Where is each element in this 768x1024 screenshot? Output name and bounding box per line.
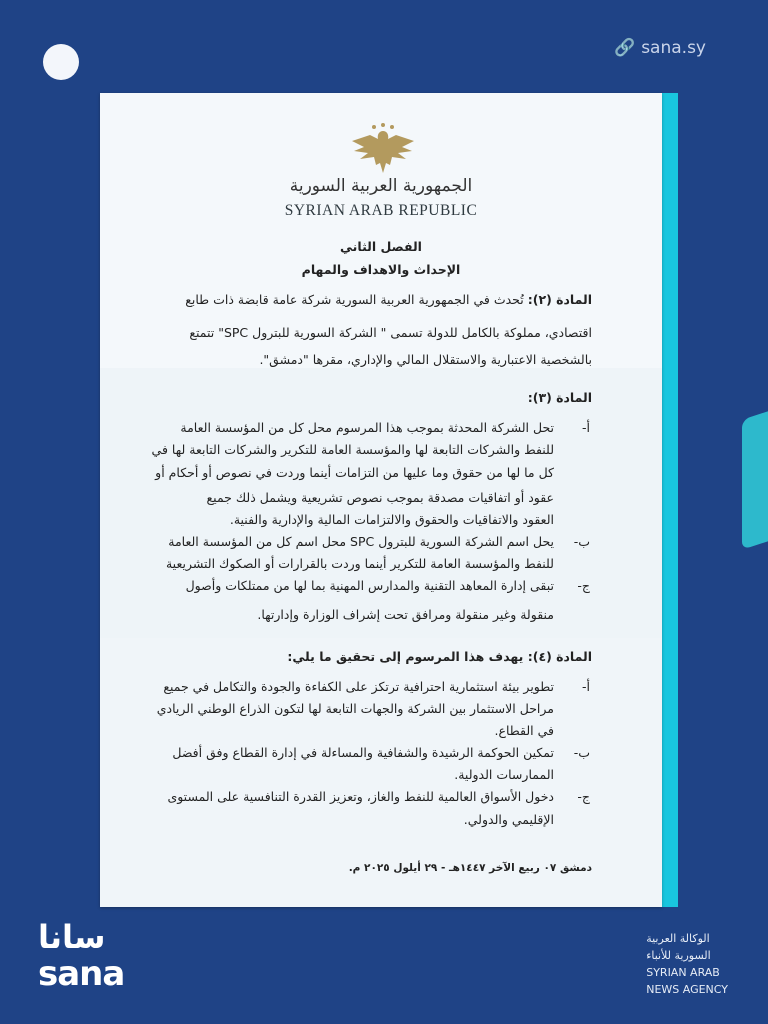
sana-logo-arabic: سانا xyxy=(38,918,106,956)
article-4-heading: المادة (٤): يهدف هذا المرسوم إلى تحقيق ما يلي: xyxy=(287,649,592,664)
article-4-line: تمكين الحوكمة الرشيدة والشفافية والمساءلة في إدارة القطاع وفق أفضل xyxy=(172,745,554,760)
decorative-circle xyxy=(43,44,79,80)
eagle-emblem-icon xyxy=(350,123,416,175)
chapter-title: الفصل الثاني xyxy=(340,239,422,254)
article-3-line: عقود أو اتفاقيات مصدقة بموجب نصوص تشريعية ويشمل ذلك جميع xyxy=(206,490,554,505)
decorative-shape xyxy=(742,400,768,549)
item-marker: أ- xyxy=(582,679,590,694)
article-3-line: كل ما لها من حقوق وما عليها من التزامات أينما وردت في نصوص أو أحكام أو xyxy=(155,465,554,480)
article-3-line: للنفط والشركات التابعة لها والمؤسسة العامة للتكرير والشركات التابعة لها في xyxy=(151,442,554,457)
chapter-subtitle: الإحداث والاهداف والمهام xyxy=(301,262,461,277)
article-3-line: تحل الشركة المحدثة بموجب هذا المرسوم محل كل من المؤسسة العامة xyxy=(180,420,554,435)
decree-document xyxy=(100,93,662,907)
item-marker: ج- xyxy=(577,578,590,593)
item-marker: أ- xyxy=(582,420,590,435)
letterhead-english: SYRIAN ARAB REPUBLIC xyxy=(284,202,478,219)
article-2-line: اقتصادي، مملوكة بالكامل للدولة تسمى " الشركة السورية للبترول SPC" تتمتع xyxy=(189,325,592,340)
article-4-line: الممارسات الدولية. xyxy=(454,767,554,782)
article-4-line: الإقليمي والدولي. xyxy=(463,812,554,827)
article-2-text: تُحدث في الجمهورية العربية السورية شركة عامة قابضة ذات طابع xyxy=(185,292,524,307)
article-3-heading: المادة (٣): xyxy=(527,390,592,405)
article-2-line xyxy=(185,292,592,308)
agency-english-line: SYRIAN ARAB xyxy=(646,966,720,979)
article-3-line: يحل اسم الشركة السورية للبترول SPC محل اسم كل من المؤسسة العامة xyxy=(168,534,554,549)
article-3-line: منقولة وغير منقولة ومرافق تحت إشراف الوزارة وإدارتها. xyxy=(257,607,554,622)
agency-name xyxy=(646,930,728,998)
sana-logo-latin: sana xyxy=(38,954,125,994)
item-marker: ب- xyxy=(573,534,590,549)
agency-arabic-line: الوكالة العربية xyxy=(646,932,710,945)
article-3-line: العقود والاتفاقيات والحقوق والالتزامات المالية والإدارية والفنية. xyxy=(229,512,554,527)
article-3-line: للنفط والمؤسسة العامة للتكرير أينما وردت بالقرارات أو الصكوك التشريعية xyxy=(165,556,554,571)
site-link[interactable] xyxy=(614,38,706,58)
article-2-heading: المادة (٢): xyxy=(527,292,592,307)
site-url: sana.sy xyxy=(641,38,706,58)
article-4-line: مراحل الاستثمار بين الشركة والجهات التابعة لها لتكون الذراع الوطني الريادي xyxy=(156,701,554,716)
article-4-line: في القطاع. xyxy=(494,723,554,738)
article-3-line: تبقى إدارة المعاهد التقنية والمدارس المهنية بما لها من ممتلكات وأصول xyxy=(185,578,554,593)
link-icon: 🔗 xyxy=(614,38,636,58)
date-line: دمشق ٠٧ ربيع الآخر ١٤٤٧هـ - ٢٩ أيلول ٢٠٢٥ م. xyxy=(348,862,592,874)
article-4-line: دخول الأسواق العالمية للنفط والغاز، وتعزيز القدرة التنافسية على المستوى xyxy=(167,789,554,804)
item-marker: ج- xyxy=(577,789,590,804)
article-4-line: تطوير بيئة استثمارية احترافية ترتكز على الكفاءة والجودة والتكامل في جميع xyxy=(163,679,554,694)
agency-arabic-line: السورية للأنباء xyxy=(646,949,711,962)
letterhead-arabic: الجمهورية العربية السورية xyxy=(289,176,473,196)
item-marker: ب- xyxy=(573,745,590,760)
article-2-line: بالشخصية الاعتبارية والاستقلال المالي والإداري، مقرها "دمشق". xyxy=(259,352,592,367)
agency-english-line: NEWS AGENCY xyxy=(646,983,728,996)
